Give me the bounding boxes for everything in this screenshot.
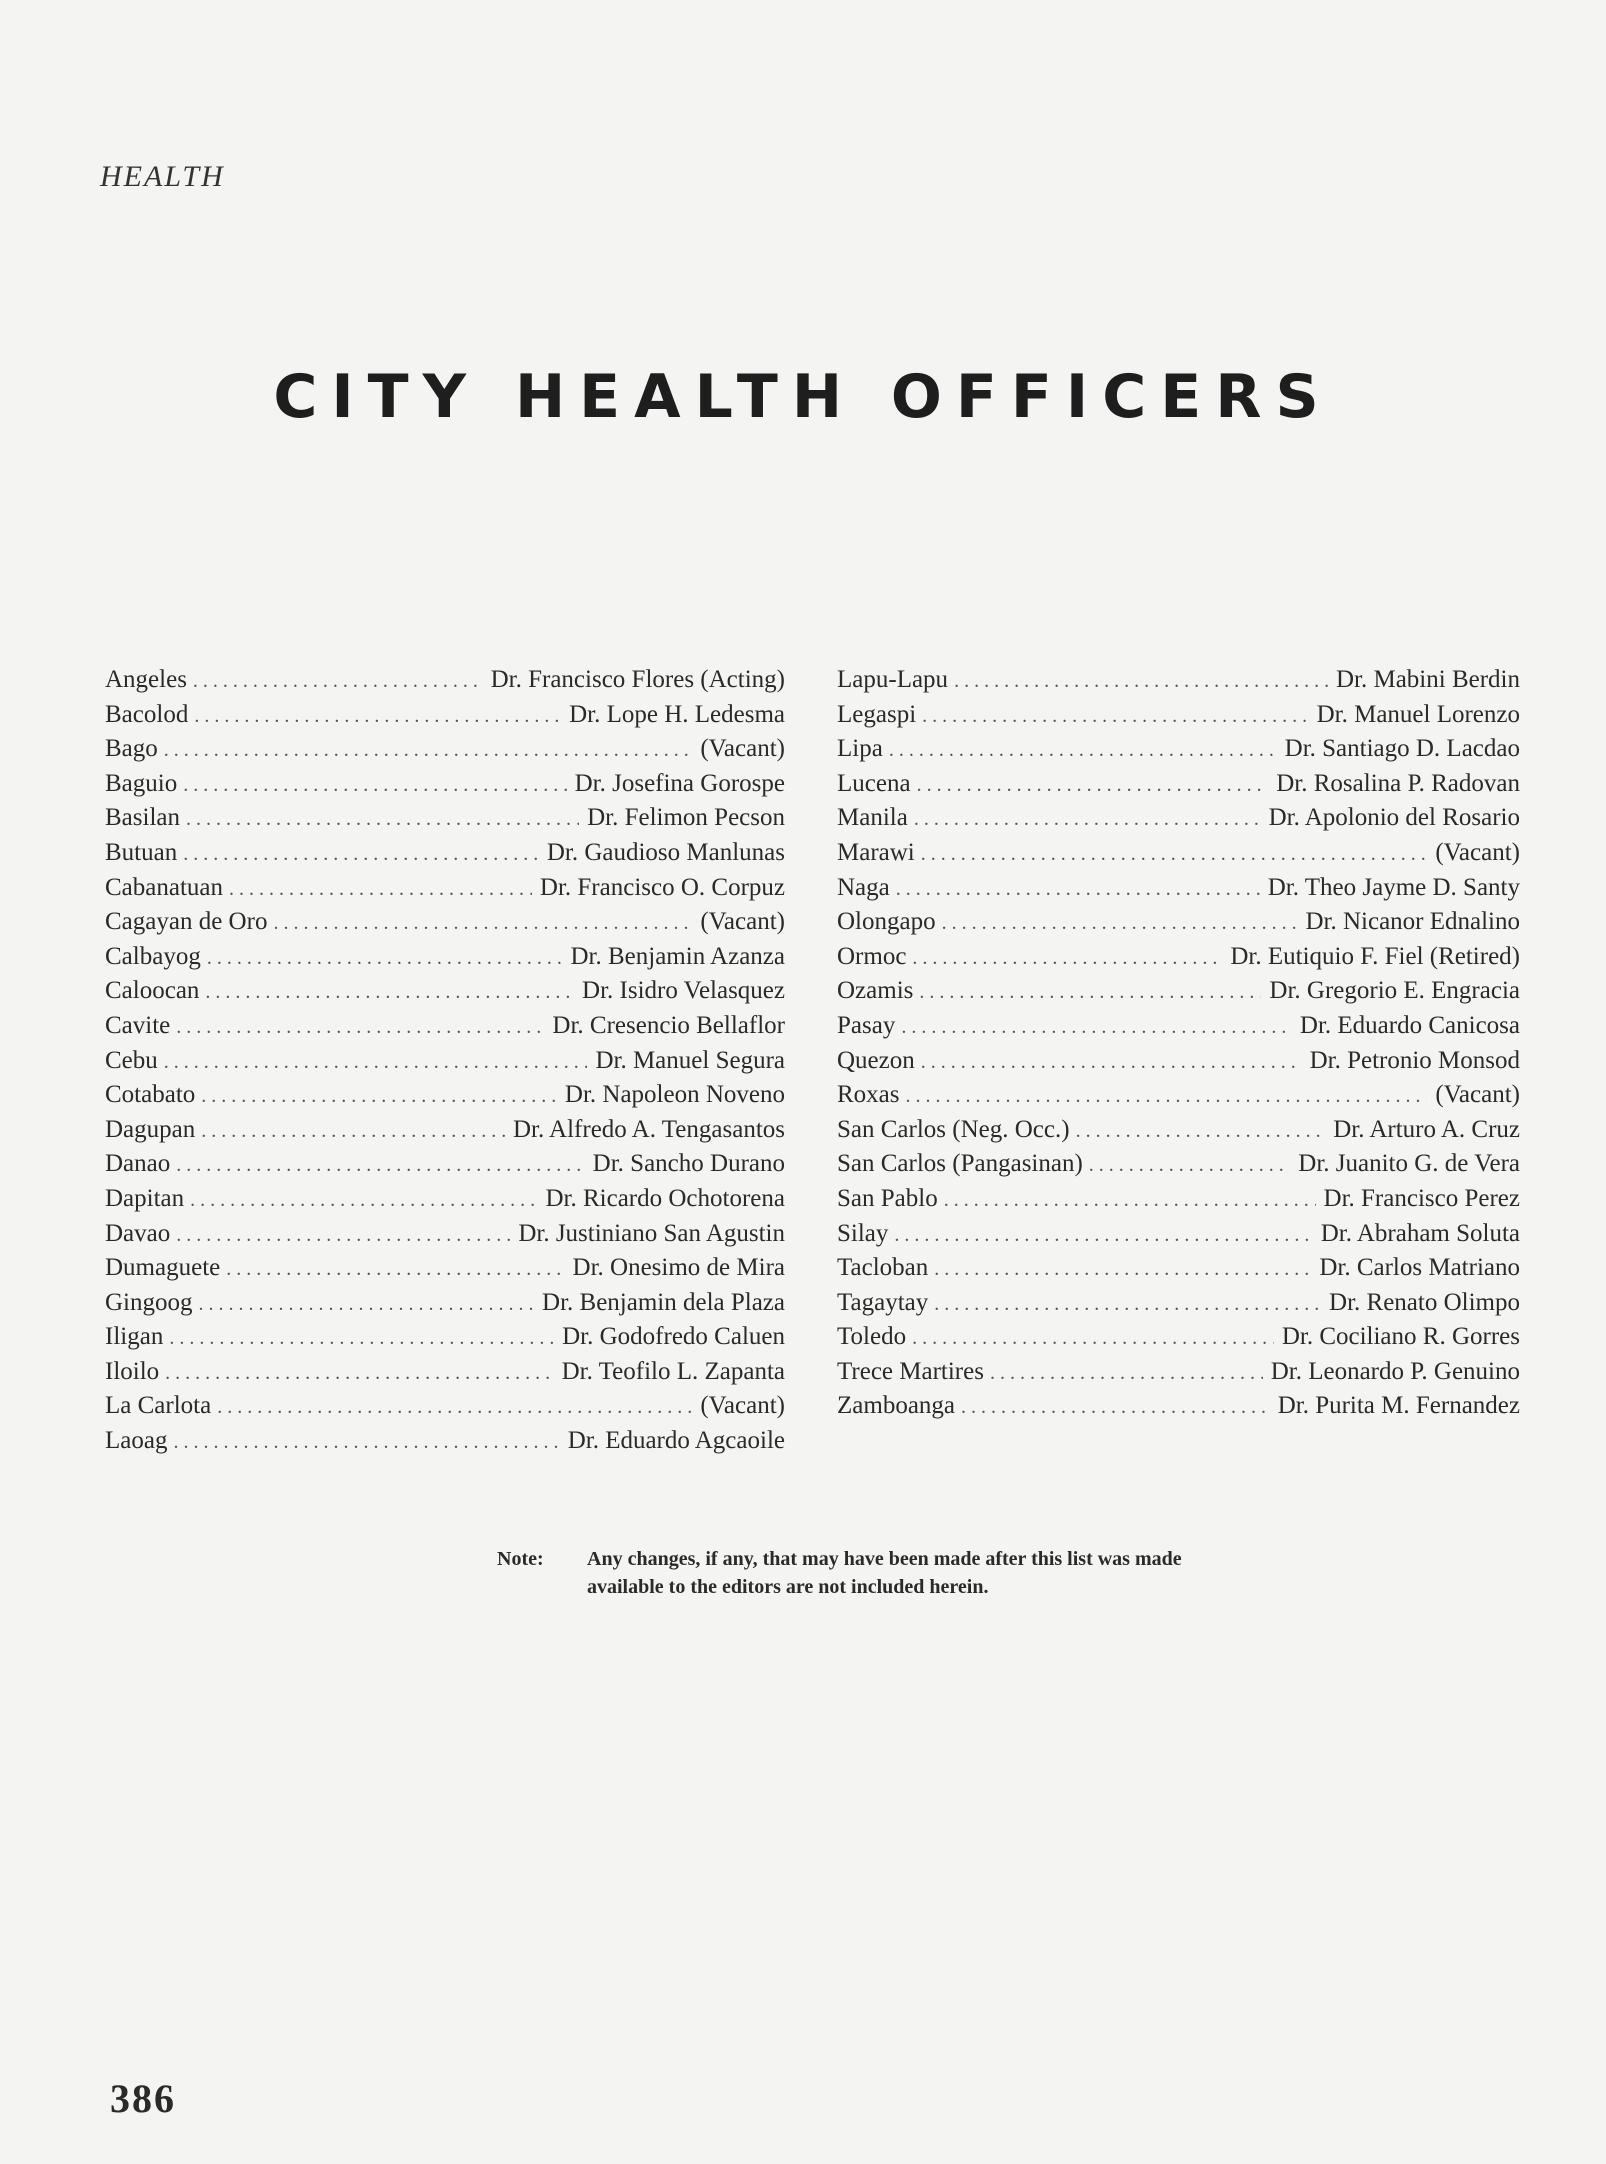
city-name: Ormoc	[837, 942, 907, 970]
officer-name: Dr. Josefina Gorospe	[574, 769, 785, 797]
list-item	[837, 1047, 1520, 1082]
officer-name: Dr. Eduardo Agcaoile	[567, 1427, 785, 1455]
officer-name: Dr. Isidro Velasquez	[582, 977, 785, 1005]
dot-leader	[894, 1224, 1312, 1247]
dot-leader	[165, 1362, 553, 1385]
city-name: Pasay	[837, 1011, 896, 1039]
officer-name: Dr. Manuel Segura	[595, 1046, 785, 1074]
city-name: Basilan	[105, 804, 180, 832]
officer-name: Dr. Eduardo Canicosa	[1299, 1011, 1520, 1039]
list-item	[837, 943, 1520, 978]
officer-name: Dr. Theo Jayme D. Santy	[1267, 873, 1520, 901]
dot-leader	[205, 981, 574, 1004]
dot-leader	[901, 1016, 1292, 1039]
city-name: Davao	[105, 1219, 171, 1247]
city-name: Roxas	[837, 1081, 900, 1109]
city-name: Calbayog	[105, 942, 201, 970]
list-item	[105, 1047, 785, 1082]
dot-leader	[914, 808, 1261, 831]
dot-leader	[912, 947, 1222, 970]
dot-leader	[183, 774, 566, 797]
city-name: Danao	[105, 1150, 171, 1178]
dot-leader	[226, 1258, 564, 1281]
list-item	[837, 1116, 1520, 1151]
officer-name: (Vacant)	[1435, 838, 1520, 866]
city-name: Lucena	[837, 769, 911, 797]
officer-name: Dr. Carlos Matriano	[1319, 1254, 1520, 1282]
list-item	[837, 977, 1520, 1012]
editor-note	[497, 1545, 1197, 1601]
officer-name: Dr. Cresencio Bellaflor	[552, 1011, 785, 1039]
city-name: Dapitan	[105, 1184, 185, 1212]
officer-name: Dr. Apolonio del Rosario	[1268, 804, 1520, 832]
list-item	[105, 1358, 785, 1393]
city-name: Silay	[837, 1219, 889, 1247]
list-item	[837, 735, 1520, 770]
city-name: Naga	[837, 873, 890, 901]
list-item	[105, 770, 785, 805]
dot-leader	[944, 1189, 1316, 1212]
dot-leader	[199, 1293, 535, 1316]
list-item	[837, 908, 1520, 943]
city-name: San Carlos (Neg. Occ.)	[837, 1115, 1070, 1143]
list-item	[837, 804, 1520, 839]
city-name: Iligan	[105, 1323, 164, 1351]
city-name: Legaspi	[837, 700, 917, 728]
list-item	[105, 839, 785, 874]
list-item	[837, 701, 1520, 736]
city-name: Angeles	[105, 666, 187, 693]
city-name: Cabanatuan	[105, 873, 224, 901]
officer-name: Dr. Purita M. Fernandez	[1277, 1392, 1520, 1420]
list-item	[105, 1150, 785, 1185]
dot-leader	[176, 1016, 544, 1039]
dot-leader	[217, 1396, 692, 1419]
city-name: Cagayan de Oro	[105, 908, 268, 936]
officer-name: Dr. Renato Olimpo	[1329, 1288, 1520, 1316]
officer-name: (Vacant)	[1435, 1081, 1520, 1109]
officer-name: Dr. Sancho Durano	[592, 1150, 785, 1178]
list-item	[105, 977, 785, 1012]
list-item	[837, 1323, 1520, 1358]
officer-name: Dr. Benjamin Azanza	[570, 942, 785, 970]
officer-name: Dr. Teofilo L. Zapanta	[561, 1357, 785, 1385]
city-name: San Carlos (Pangasinan)	[837, 1150, 1083, 1178]
officer-name: Dr. Santiago D. Lacdao	[1284, 735, 1520, 763]
list-item	[105, 1254, 785, 1289]
list-item	[105, 1116, 785, 1151]
dot-leader	[164, 1051, 588, 1074]
city-name: Cotabato	[105, 1081, 196, 1109]
list-item	[837, 874, 1520, 909]
dot-leader	[207, 947, 563, 970]
page-number: 386	[110, 2076, 176, 2121]
list-item	[105, 666, 785, 701]
dot-leader	[990, 1362, 1263, 1385]
list-item	[837, 1012, 1520, 1047]
dot-leader	[954, 670, 1328, 693]
list-item	[837, 839, 1520, 874]
city-name: Laoag	[105, 1427, 168, 1455]
list-item	[105, 908, 785, 943]
officer-name: Dr. Mabini Berdin	[1335, 666, 1520, 693]
officer-name: Dr. Cociliano R. Gorres	[1281, 1323, 1520, 1351]
dot-leader	[201, 1120, 505, 1143]
dot-leader	[942, 912, 1298, 935]
city-name: Ozamis	[837, 977, 914, 1005]
list-item	[837, 1081, 1520, 1116]
city-name: Gingoog	[105, 1288, 193, 1316]
officer-name: Dr. Benjamin dela Plaza	[542, 1288, 785, 1316]
note-text: Any changes, if any, that may have been made after this list was made available to the editors are not included herein.	[587, 1548, 1182, 1598]
list-item	[105, 1392, 785, 1427]
list-item	[105, 1081, 785, 1116]
list-item	[105, 1012, 785, 1047]
page-title: CITY HEALTH OFFICERS	[273, 362, 1333, 432]
dot-leader	[190, 1189, 537, 1212]
city-name: Bago	[105, 735, 158, 763]
officer-name: (Vacant)	[700, 1392, 785, 1420]
list-item	[105, 1220, 785, 1255]
list-item	[837, 1220, 1520, 1255]
officer-name: (Vacant)	[700, 735, 785, 763]
dot-leader	[229, 878, 532, 901]
officer-name: Dr. Justiniano San Agustin	[518, 1219, 785, 1247]
dot-leader	[201, 1085, 557, 1108]
list-item	[105, 1289, 785, 1324]
dot-leader	[186, 808, 579, 831]
dot-leader	[273, 912, 692, 935]
officers-list-right	[837, 666, 1520, 1427]
dot-leader	[896, 878, 1260, 901]
list-item	[105, 735, 785, 770]
list-item	[105, 804, 785, 839]
officer-name: Dr. Gaudioso Manlunas	[546, 838, 785, 866]
dot-leader	[176, 1154, 584, 1177]
list-item	[105, 874, 785, 909]
officer-name: Dr. Petronio Monsod	[1309, 1046, 1520, 1074]
officer-name: Dr. Francisco O. Corpuz	[539, 873, 785, 901]
city-name: Caloocan	[105, 977, 200, 1005]
dot-leader	[919, 981, 1261, 1004]
officer-name: Dr. Abraham Soluta	[1320, 1219, 1520, 1247]
list-item	[837, 1358, 1520, 1393]
officer-name: Dr. Napoleon Noveno	[564, 1081, 785, 1109]
city-name: Bacolod	[105, 700, 189, 728]
city-name: Cebu	[105, 1046, 158, 1074]
city-name: Cavite	[105, 1011, 171, 1039]
officer-name: Dr. Juanito G. de Vera	[1298, 1150, 1520, 1178]
city-name: Tacloban	[837, 1254, 929, 1282]
officer-name: Dr. Leonardo P. Genuino	[1270, 1357, 1520, 1385]
dot-leader	[934, 1293, 1321, 1316]
dot-leader	[169, 1327, 554, 1350]
list-item	[105, 943, 785, 978]
city-name: Zamboanga	[837, 1392, 956, 1420]
list-item	[837, 1254, 1520, 1289]
city-name: Olongapo	[837, 908, 936, 936]
dot-leader	[1076, 1120, 1326, 1143]
officer-name: Dr. Arturo A. Cruz	[1333, 1115, 1520, 1143]
officer-name: Dr. Francisco Perez	[1323, 1184, 1520, 1212]
dot-leader	[164, 739, 693, 762]
city-name: Dumaguete	[105, 1254, 221, 1282]
officer-name: Dr. Lope H. Ledesma	[569, 700, 785, 728]
dot-leader	[183, 843, 539, 866]
dot-leader	[961, 1396, 1270, 1419]
officer-name: Dr. Ricardo Ochotorena	[545, 1184, 785, 1212]
officer-name: Dr. Godofredo Caluen	[562, 1323, 785, 1351]
dot-leader	[934, 1258, 1311, 1281]
city-name: Tagaytay	[837, 1288, 929, 1316]
dot-leader	[1089, 1154, 1290, 1177]
dot-leader	[193, 670, 483, 693]
officer-name: Dr. Francisco Flores (Acting)	[490, 666, 785, 693]
running-head: HEALTH	[100, 160, 225, 193]
city-name: Manila	[837, 804, 908, 832]
officer-name: Dr. Felimon Pecson	[587, 804, 785, 832]
city-name: Baguio	[105, 769, 178, 797]
city-name: Toledo	[837, 1323, 907, 1351]
officers-list-left	[105, 666, 785, 1462]
dot-leader	[173, 1431, 559, 1454]
city-name: San Pablo	[837, 1184, 938, 1212]
city-name: La Carlota	[105, 1392, 212, 1420]
note-label: Note:	[497, 1548, 544, 1570]
officer-name: Dr. Nicanor Ednalino	[1305, 908, 1520, 936]
city-name: Quezon	[837, 1046, 915, 1074]
dot-leader	[194, 705, 561, 728]
dot-leader	[889, 739, 1277, 762]
dot-leader	[921, 843, 1428, 866]
city-name: Iloilo	[105, 1357, 160, 1385]
city-name: Marawi	[837, 838, 915, 866]
dot-leader	[912, 1327, 1274, 1350]
list-item	[105, 1427, 785, 1462]
officer-name: (Vacant)	[700, 908, 785, 936]
officer-name: Dr. Alfredo A. Tengasantos	[512, 1115, 785, 1143]
dot-leader	[176, 1224, 510, 1247]
list-item	[105, 1185, 785, 1220]
officer-name: Dr. Gregorio E. Engracia	[1269, 977, 1520, 1005]
officer-name: Dr. Manuel Lorenzo	[1316, 700, 1520, 728]
list-item	[837, 1150, 1520, 1185]
city-name: Butuan	[105, 838, 178, 866]
list-item	[105, 1323, 785, 1358]
officer-name: Dr. Onesimo de Mira	[572, 1254, 785, 1282]
list-item	[837, 666, 1520, 701]
dot-leader	[922, 705, 1308, 728]
city-name: Trece Martires	[837, 1357, 984, 1385]
city-name: Lipa	[837, 735, 883, 763]
dot-leader	[906, 1085, 1428, 1108]
city-name: Lapu-Lapu	[837, 666, 949, 693]
list-item	[837, 1185, 1520, 1220]
list-item	[105, 701, 785, 736]
dot-leader	[921, 1051, 1302, 1074]
city-name: Dagupan	[105, 1115, 196, 1143]
officer-name: Dr. Eutiquio F. Fiel (Retired)	[1230, 942, 1520, 970]
list-item	[837, 1289, 1520, 1324]
list-item	[837, 1392, 1520, 1427]
list-item	[837, 770, 1520, 805]
dot-leader	[917, 774, 1269, 797]
officer-name: Dr. Rosalina P. Radovan	[1276, 769, 1520, 797]
